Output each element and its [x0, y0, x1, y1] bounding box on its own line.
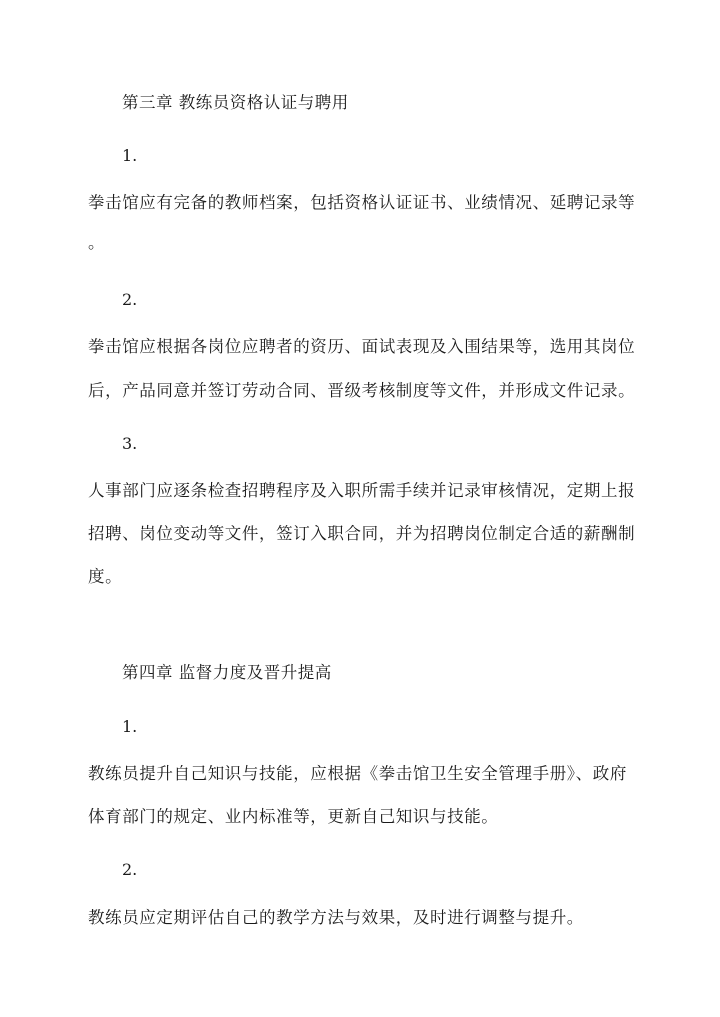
- chapter-4-item-2-number: 2.: [122, 860, 138, 879]
- paragraph-line: 度。: [88, 567, 123, 586]
- chapter-3-item-3-number: 3.: [122, 434, 138, 453]
- paragraph-line: 拳击馆应有完备的教师档案，包括资格认证证书、业绩情况、延聘记录等: [88, 193, 636, 212]
- paragraph-line: 后，产品同意并签订劳动合同、晋级考核制度等文件，并形成文件记录。: [88, 381, 636, 400]
- paragraph-line: 人事部门应逐条检查招聘程序及入职所需手续并记录审核情况，定期上报: [88, 481, 636, 500]
- paragraph-line: 招聘、岗位变动等文件，签订入职合同，并为招聘岗位制定合适的薪酬制: [88, 524, 636, 543]
- paragraph-line: 教练员提升自己知识与技能，应根据《拳击馆卫生安全管理手册》、政府: [88, 764, 627, 783]
- chapter-3-item-1-number: 1.: [122, 146, 138, 165]
- paragraph-line: 拳击馆应根据各岗位应聘者的资历、面试表现及入围结果等，选用其岗位: [88, 337, 636, 356]
- chapter-3-title: 第三章 教练员资格认证与聘用: [122, 93, 349, 112]
- chapter-4-item-1-number: 1.: [122, 717, 138, 736]
- paragraph-line: 。: [88, 233, 106, 252]
- chapter-3-item-2-number: 2.: [122, 290, 138, 309]
- chapter-4-title: 第四章 监督力度及晋升提高: [122, 663, 332, 682]
- paragraph-line: 体育部门的规定、业内标准等，更新自己知识与技能。: [88, 807, 499, 826]
- paragraph-line: 教练员应定期评估自己的教学方法与效果，及时进行调整与提升。: [88, 908, 584, 927]
